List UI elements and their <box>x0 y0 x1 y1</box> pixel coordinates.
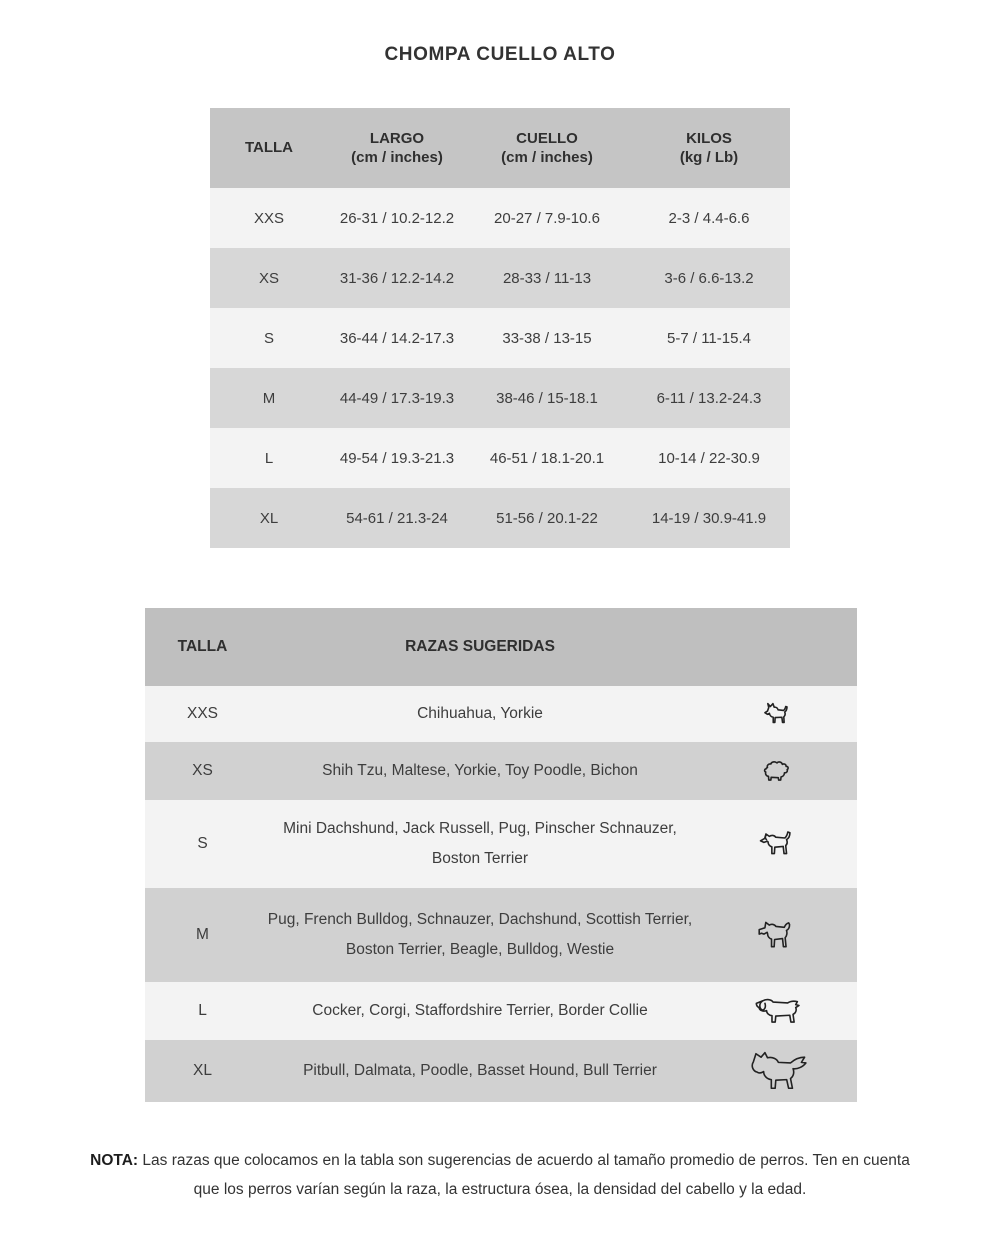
size-table <box>210 108 790 548</box>
size-cell-cuello: 51-56 / 20.1-22 <box>496 509 598 527</box>
cocker-icon <box>752 994 806 1028</box>
breeds-col-header-razas: RAZAS SUGERIDAS <box>260 608 700 686</box>
size-cell-kilos: 10-14 / 22-30.9 <box>658 449 760 467</box>
bull-terrier-icon <box>747 1048 811 1094</box>
breeds-cell-razas: Cocker, Corgi, Staffordshire Terrier, Border Collie <box>312 1002 648 1019</box>
size-table-row <box>210 248 790 308</box>
breeds-cell-icon <box>700 1040 857 1102</box>
breeds-table-row <box>145 888 857 982</box>
size-cell-largo: 36-44 / 14.2-17.3 <box>339 329 455 347</box>
size-cell-talla: M <box>262 389 276 407</box>
breeds-cell-talla: S <box>197 835 208 852</box>
schnauzer-icon <box>757 917 801 953</box>
header-sub: (kg / Lb) <box>679 149 739 166</box>
size-cell-cuello: 46-51 / 18.1-20.1 <box>489 449 605 467</box>
note <box>80 1146 920 1204</box>
size-cell-largo: 49-54 / 19.3-21.3 <box>339 449 455 467</box>
chihuahua-icon <box>763 701 795 727</box>
size-cell-cuello: 38-46 / 15-18.1 <box>496 389 598 407</box>
breeds-table-row <box>145 686 857 742</box>
size-cell-talla: XL <box>259 509 279 527</box>
header-label: CUELLO <box>516 130 578 147</box>
breeds-cell-talla: XS <box>192 762 213 779</box>
breeds-cell-talla: M <box>196 926 209 943</box>
header-label: KILOS <box>686 130 732 147</box>
size-cell-largo: 31-36 / 12.2-14.2 <box>339 269 455 287</box>
size-cell-kilos: 14-19 / 30.9-41.9 <box>651 509 767 527</box>
size-cell-largo: 26-31 / 10.2-12.2 <box>339 209 455 227</box>
size-cell-kilos: 3-6 / 6.6-13.2 <box>664 269 754 287</box>
note-label: NOTA: <box>90 1152 139 1169</box>
size-cell-talla: L <box>264 449 274 467</box>
breeds-cell-razas: Mini Dachshund, Jack Russell, Pug, Pinscher Schnauzer, Boston Terrier <box>283 820 677 867</box>
note-text: Las razas que colocamos en la tabla son sugerencias de acuerdo al tamaño promedio de perros. Ten en cuenta que los perros varían según la raza, la estructura ósea, la densidad del cabello y la edad. <box>142 1152 910 1198</box>
header-label: LARGO <box>369 130 425 147</box>
jack-russell-icon <box>758 828 800 860</box>
header-label: TALLA <box>244 138 294 156</box>
breeds-cell-talla: XXS <box>186 705 218 722</box>
breeds-cell-icon <box>700 742 857 800</box>
breeds-table-row <box>145 1040 857 1102</box>
breeds-cell-icon <box>700 686 857 742</box>
breeds-cell-icon <box>700 982 857 1040</box>
size-cell-kilos: 5-7 / 11-15.4 <box>667 329 751 347</box>
breeds-cell-icon <box>700 888 857 982</box>
size-cell-talla: XXS <box>253 209 284 227</box>
breeds-col-header-icon <box>700 608 857 686</box>
size-table-row <box>210 368 790 428</box>
breeds-cell-talla: L <box>198 1002 207 1019</box>
breeds-cell-talla: XL <box>193 1062 212 1079</box>
breeds-table-row <box>145 982 857 1040</box>
size-col-header-kilos <box>628 108 790 188</box>
size-cell-talla: S <box>263 329 274 347</box>
size-cell-kilos: 6-11 / 13.2-24.3 <box>656 389 762 407</box>
breeds-table-row <box>145 800 857 888</box>
size-table-row <box>210 308 790 368</box>
size-cell-largo: 54-61 / 21.3-24 <box>346 509 448 527</box>
size-cell-kilos: 2-3 / 4.4-6.6 <box>668 209 750 227</box>
size-cell-cuello: 33-38 / 13-15 <box>502 329 592 347</box>
breeds-table-row <box>145 742 857 800</box>
breeds-col-header-talla: TALLA <box>145 608 260 686</box>
breeds-table <box>145 608 857 1102</box>
size-table-row <box>210 488 790 548</box>
breeds-cell-razas: Chihuahua, Yorkie <box>417 705 543 722</box>
size-col-header-talla <box>210 108 328 188</box>
breeds-cell-razas: Pitbull, Dalmata, Poodle, Basset Hound, Bull Terrier <box>303 1062 657 1079</box>
size-cell-largo: 44-49 / 17.3-19.3 <box>339 389 455 407</box>
size-table-row <box>210 428 790 488</box>
size-table-header-row <box>210 108 790 188</box>
shih-tzu-icon <box>762 757 796 785</box>
breeds-cell-icon <box>700 800 857 888</box>
breeds-table-header-row <box>145 608 857 686</box>
size-cell-cuello: 20-27 / 7.9-10.6 <box>494 209 600 227</box>
breeds-cell-razas: Shih Tzu, Maltese, Yorkie, Toy Poodle, Bichon <box>322 762 638 779</box>
size-col-header-cuello <box>466 108 628 188</box>
header-sub: (cm / inches) <box>351 149 443 166</box>
size-table-row <box>210 188 790 248</box>
page-title: CHOMPA CUELLO ALTO <box>384 44 616 65</box>
size-cell-cuello: 28-33 / 11-13 <box>502 269 592 287</box>
size-col-header-largo <box>328 108 466 188</box>
header-sub: (cm / inches) <box>501 149 593 166</box>
breeds-cell-razas: Pug, French Bulldog, Schnauzer, Dachshund, Scottish Terrier, Boston Terrier, Beagle, Bulldog, Westie <box>267 911 693 958</box>
size-cell-talla: XS <box>258 269 279 287</box>
